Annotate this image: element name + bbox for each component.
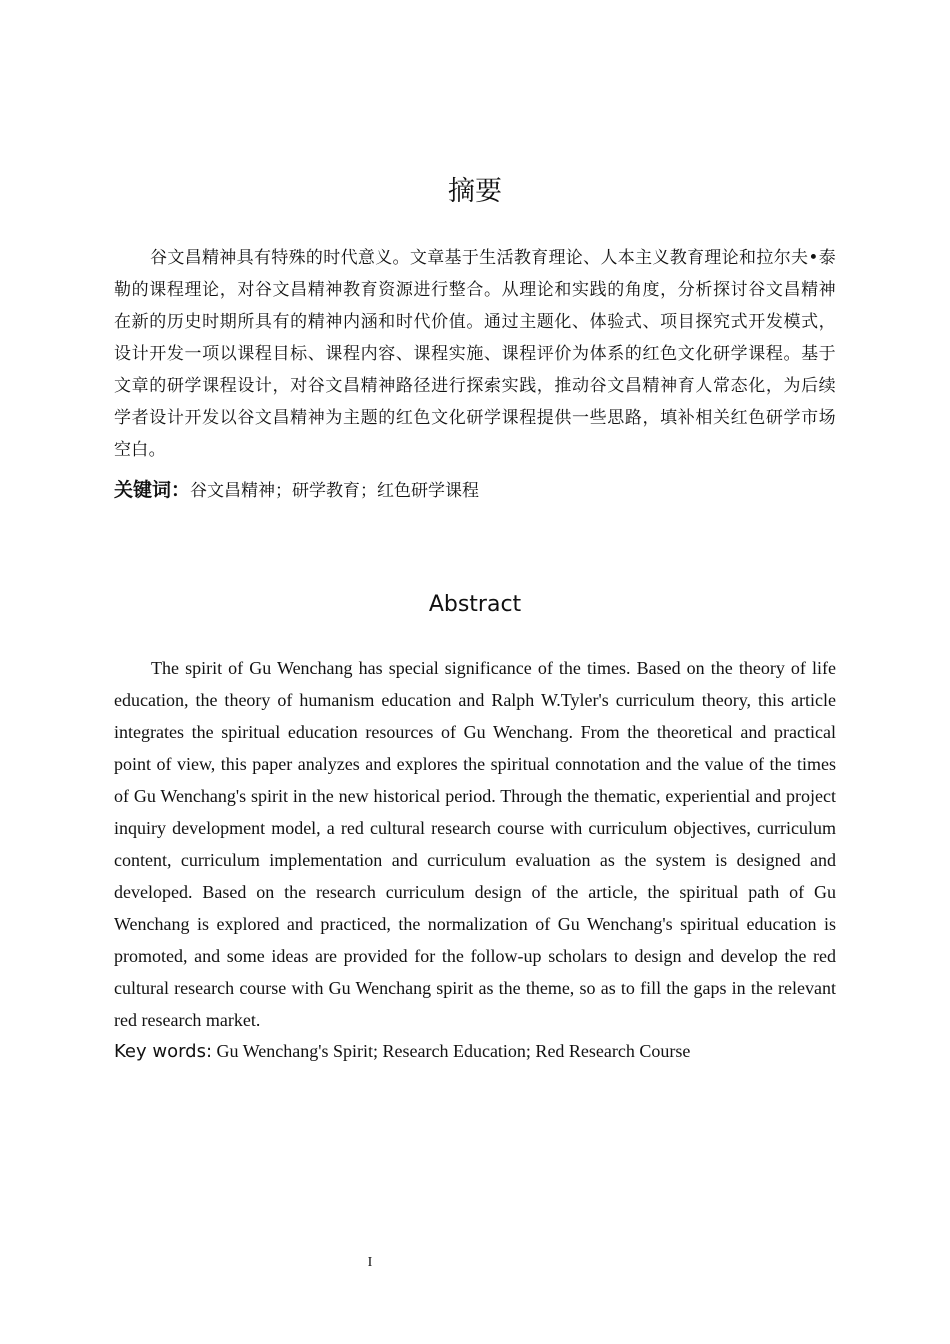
english-abstract-body: The spirit of Gu Wenchang has special significance of the times. Based on the theory of life education, the theory of humanism education and Ralph W.Tyler's curriculum theory, this article integrates the spiritual education resources of Gu Wenchang. From the theoretical and practical point of view, this paper analyzes and explores the spiritual connotation and the value of the times of Gu Wenchang's spirit in the new historical period. Through the thematic, experiential and project inquiry development model, a red cultural research course with curriculum objectives, curriculum content, curriculum implementation and curriculum evaluation as the system is designed and developed. Based on the research curriculum design of the article, the spiritual path of Gu Wenchang is explored and practiced, the normalization of Gu Wenchang's spiritual education is promoted, and some ideas are provided for the follow-up scholars to design and develop the red cultural research course with Gu Wenchang spirit as the theme, so as to fill the gaps in the relevant red research market. bbox=[114, 658, 836, 1030]
page-number: I bbox=[367, 1255, 373, 1270]
english-keywords-text: Gu Wenchang's Spirit; Research Education; Red Research Course bbox=[216, 1041, 691, 1061]
chinese-keywords-label: 关键词： bbox=[114, 479, 191, 501]
english-keywords bbox=[114, 1035, 836, 1068]
english-abstract-title: Abstract bbox=[428, 592, 522, 617]
chinese-abstract-title: 摘要 bbox=[448, 176, 502, 207]
chinese-abstract-body: 谷文昌精神具有特殊的时代意义。文章基于生活教育理论、人本主义教育理论和拉尔夫•泰勒的课程理论，对谷文昌精神教育资源进行整合。从理论和实践的角度，分析探讨谷文昌精神在新的历史时期所具有的精神内涵和时代价值。通过主题化、体验式、项目探究式开发模式，设计开发一项以课程目标、课程内容、课程实施、课程评价为体系的红色文化研学课程。基于文章的研学课程设计，对谷文昌精神路径进行探索实践，推动谷文昌精神育人常态化，为后续学者设计开发以谷文昌精神为主题的红色文化研学课程提供一些思路，填补相关红色研学市场空白。 bbox=[114, 248, 836, 460]
english-keywords-label: Key words: bbox=[114, 1041, 213, 1062]
chinese-keywords-text: 谷文昌精神；研学教育；红色研学课程 bbox=[190, 481, 480, 501]
chinese-keywords bbox=[114, 474, 836, 507]
